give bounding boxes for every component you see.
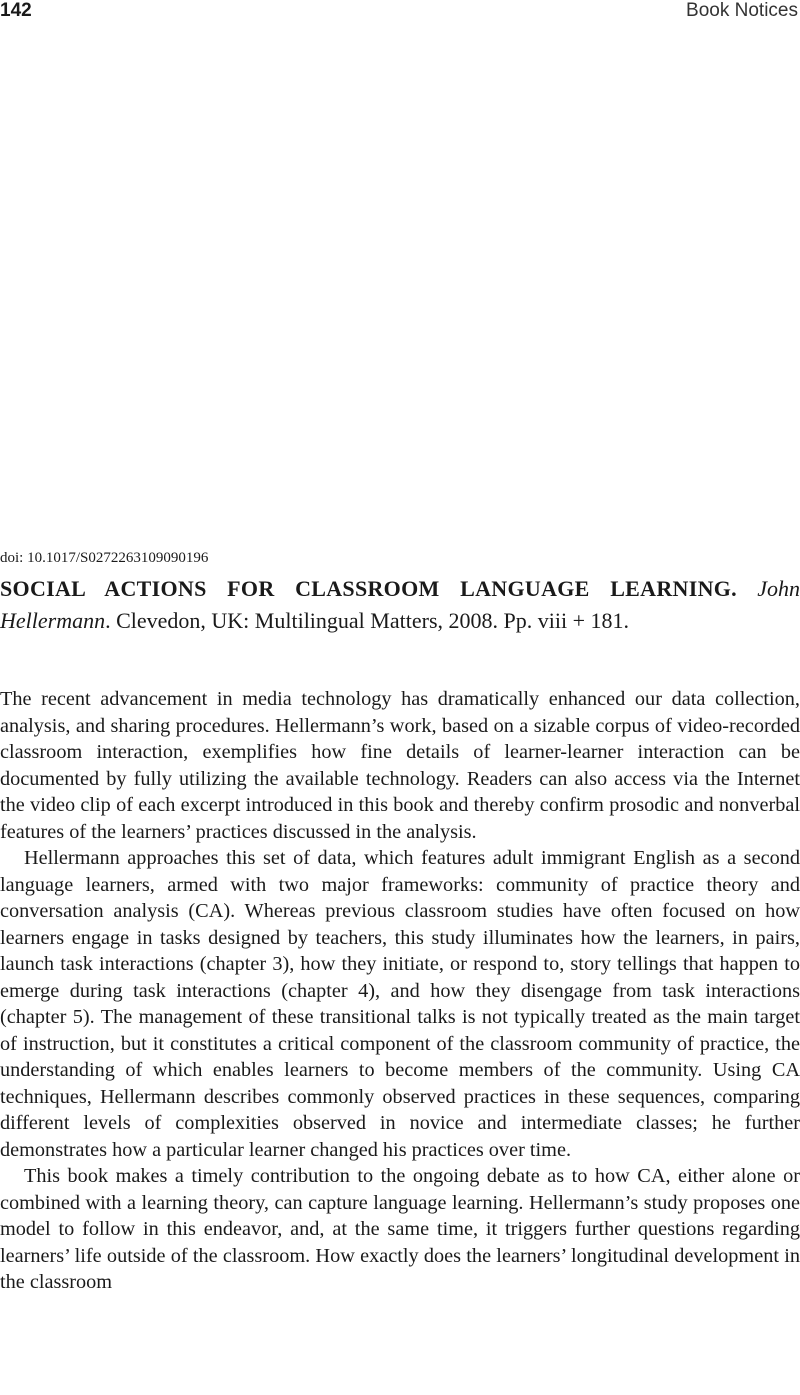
doi: doi: 10.1017/S0272263109090196: [0, 550, 209, 566]
citation: [0, 573, 800, 637]
book-title: SOCIAL ACTIONS FOR CLASSROOM LANGUAGE LEARNING.: [0, 576, 737, 601]
running-head: Book Notices: [686, 0, 798, 21]
page-number: 142: [0, 0, 32, 21]
author-last-name: Hellermann: [0, 608, 106, 633]
publication-details: . Clevedon, UK: Multilingual Matters, 2008. Pp. viii + 181.: [105, 608, 629, 633]
paragraph-3: This book makes a timely contribution to the ongoing debate as to how CA, either alone or combined with a learning theory, can capture language learning. Hellermann’s study proposes one model to follow in this endeavor, and, at the same time, it triggers further questions regarding learners’ life outside of the classroom. How exactly does the learners’ longitudinal development in the classroom: [0, 1165, 800, 1293]
book-notice-heading: [0, 547, 800, 637]
paragraph-1: The recent advancement in media technology has dramatically enhanced our data collection, analysis, and sharing procedures. Hellermann’s work, based on a sizable corpus of video-recorded classroom interaction, exemplifies how fine details of learner-learner interaction can be documented by fully utilizing the available technology. Readers can also access via the Internet the video clip of each excerpt introduced in this book and thereby confirm prosodic and nonverbal features of the learners’ practices discussed in the analysis.: [0, 688, 800, 843]
paragraph-2: Hellermann approaches this set of data, which features adult immigrant English as a second language learners, armed with two major frameworks: community of practice theory and conversation analysis (CA). Whereas previous classroom studies have often focused on how learners engage in tasks designed by teachers, this study illuminates how the learners, in pairs, launch task interactions (chapter 3), how they initiate, or respond to, story tellings that happen to emerge during task interactions (chapter 4), and how they disengage from task interactions (chapter 5). The management of these transitional talks is not typically treated as the main target of instruction, but it constitutes a critical component of the classroom community of practice, the understanding of which enables learners to become members of the community. Using CA techniques, Hellermann describes commonly observed practices in these sequences, comparing different levels of complexities observed in novice and intermediate classes; he further demonstrates how a particular learner changed his practices over time.: [0, 847, 800, 1161]
review-body: [0, 686, 800, 1296]
page-header: [0, 0, 800, 24]
author-first-name: John: [757, 576, 800, 601]
